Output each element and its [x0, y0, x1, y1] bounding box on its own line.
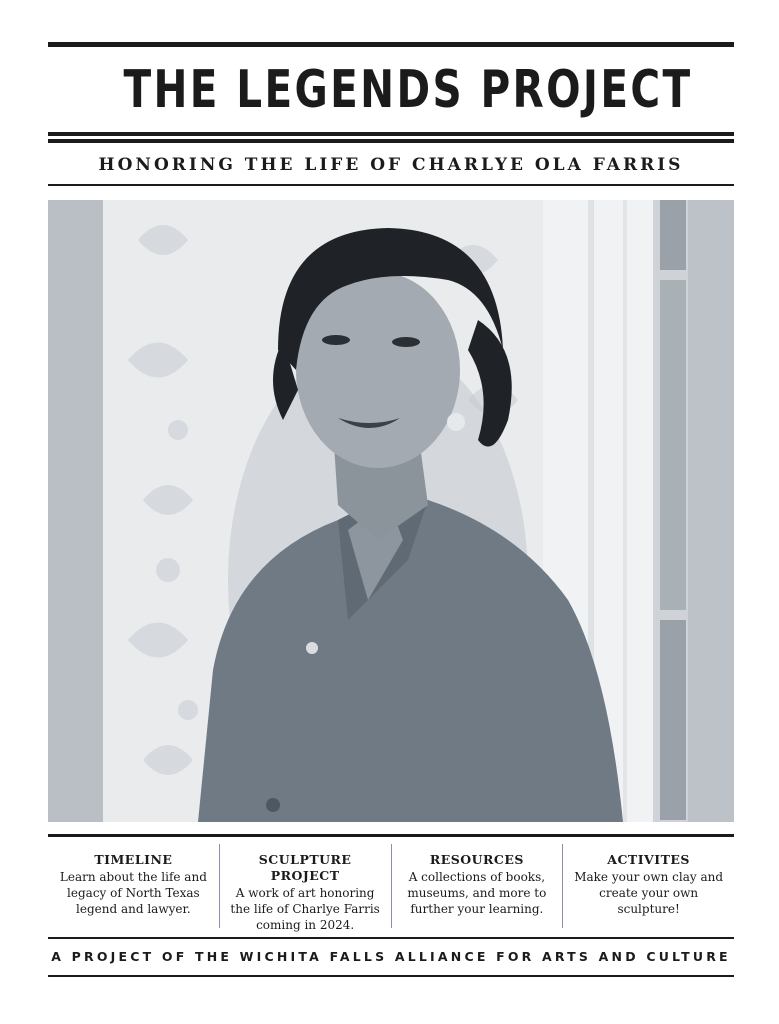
masthead-subtitle: HONORING THE LIFE OF CHARLYE OLA FARRIS [98, 155, 684, 175]
section-text: Learn about the life and legacy of North Texas legend and lawyer. [59, 870, 207, 916]
masthead-rule-2 [48, 139, 734, 143]
section-heading: ACTIVITES [607, 852, 690, 867]
section-text: A work of art honoring the life of Charlye Farris coming in 2024. [230, 886, 380, 932]
section-text: Make your own clay and create your own sculpture! [574, 870, 724, 916]
subtitle-rule [48, 184, 734, 186]
activities-section[interactable] [562, 844, 734, 928]
footer-credit: A PROJECT OF THE WICHITA FALLS ALLIANCE FOR ARTS AND CULTURE [51, 949, 731, 964]
section-heading: SCULPTURE PROJECT [258, 852, 352, 883]
masthead-title: THE LEGENDS PROJECT [123, 60, 693, 120]
section-heading: TIMELINE [94, 852, 173, 867]
section-heading: RESOURCES [429, 852, 524, 867]
sculpture-project-section[interactable] [219, 844, 391, 932]
timeline-section[interactable] [48, 844, 219, 928]
portrait-photo [48, 200, 734, 822]
masthead-rule-1 [48, 132, 734, 136]
columns-top-rule [48, 834, 734, 837]
feature-columns [48, 844, 734, 932]
footer-bottom-rule [48, 975, 734, 977]
section-text: A collections of books, museums, and more to further your learning. [407, 870, 547, 916]
top-thick-rule [48, 42, 734, 47]
resources-section[interactable] [391, 844, 563, 928]
footer-top-rule [48, 937, 734, 939]
